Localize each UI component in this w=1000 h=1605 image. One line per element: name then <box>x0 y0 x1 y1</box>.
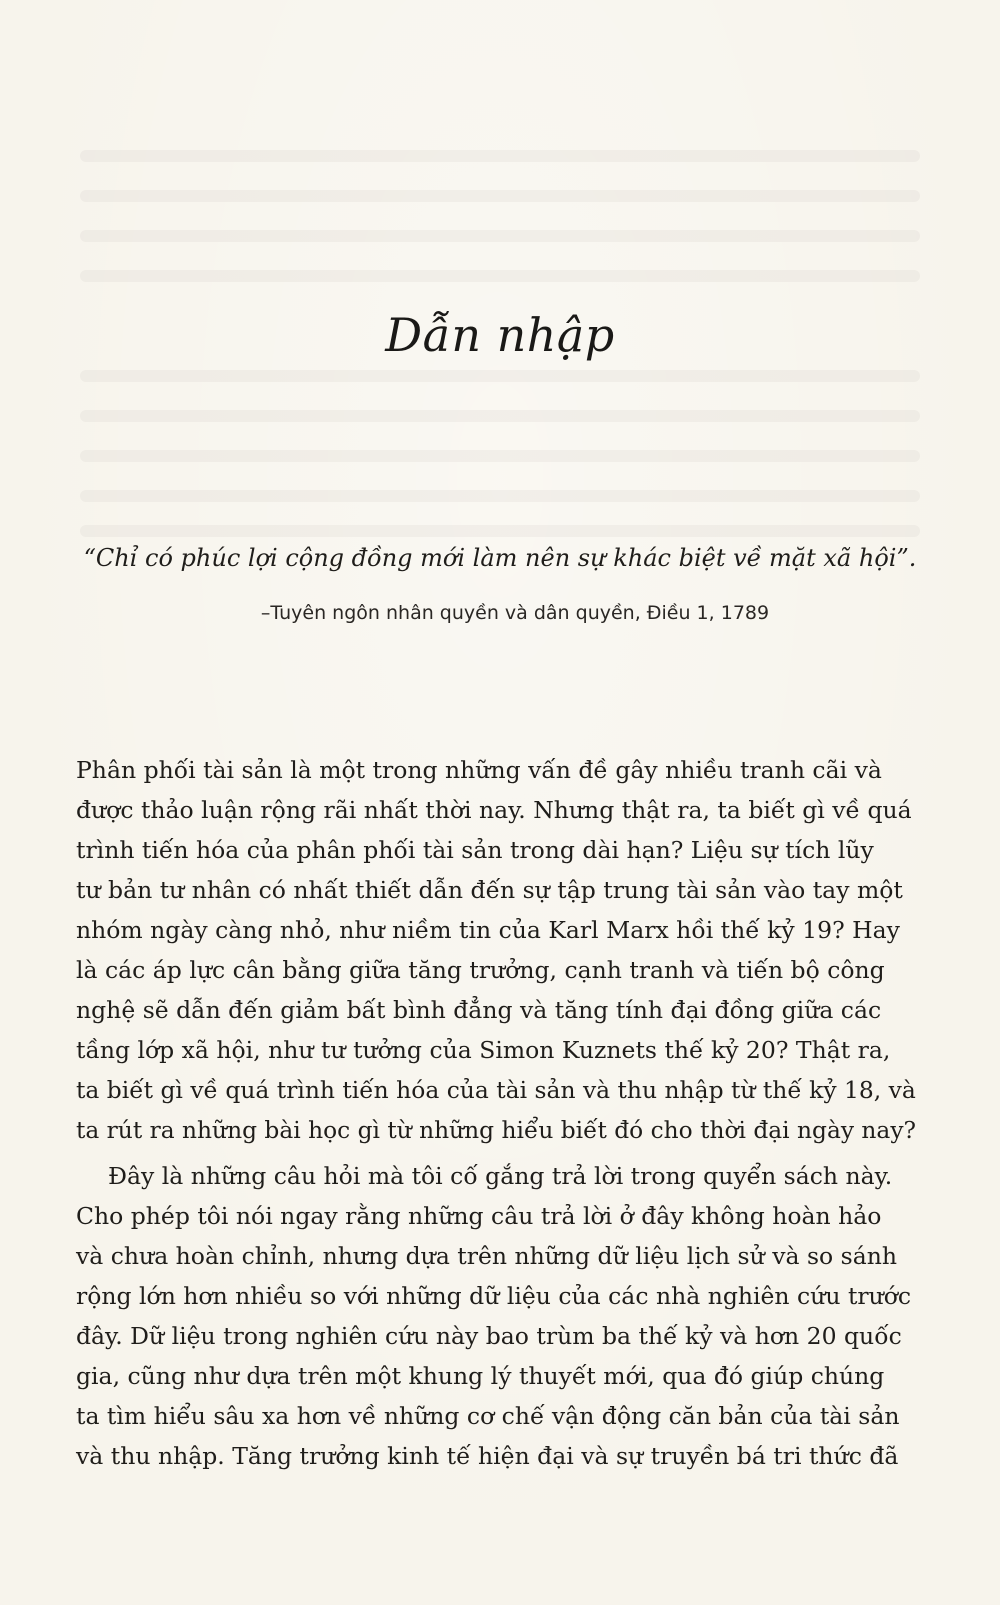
text-line: và thu nhập. Tăng trưởng kinh tế hiện đại và sự truyền bá tri thức đã <box>76 1442 899 1470</box>
text-line: ta tìm hiểu sâu xa hơn về những cơ chế vận động căn bản của tài sản <box>76 1402 900 1430</box>
text-line: ta biết gì về quá trình tiến hóa của tài sản và thu nhập từ thế kỷ 18, và <box>76 1076 916 1104</box>
text-line: đây. Dữ liệu trong nghiên cứu này bao trùm ba thế kỷ và hơn 20 quốc <box>76 1322 902 1350</box>
show-through-line <box>80 525 920 537</box>
epigraph-quote: “Chỉ có phúc lợi cộng đồng mới làm nên sự khác biệt về mặt xã hội”. <box>83 544 917 572</box>
show-through-line <box>80 190 920 202</box>
show-through-line <box>80 490 920 502</box>
show-through-line <box>80 370 920 382</box>
paragraph-1 <box>76 750 916 1150</box>
paragraph-2 <box>76 1156 916 1476</box>
text-line: và chưa hoàn chỉnh, nhưng dựa trên những dữ liệu lịch sử và so sánh <box>76 1242 897 1270</box>
text-line: là các áp lực cân bằng giữa tăng trưởng, cạnh tranh và tiến bộ công <box>76 956 885 984</box>
show-through-line <box>80 270 920 282</box>
text-line: được thảo luận rộng rãi nhất thời nay. Nhưng thật ra, ta biết gì về quá <box>76 796 912 824</box>
text-line: tầng lớp xã hội, như tư tưởng của Simon Kuznets thế kỷ 20? Thật ra, <box>76 1036 891 1064</box>
show-through-line <box>80 150 920 162</box>
show-through-line <box>80 410 920 422</box>
text-line: Phân phối tài sản là một trong những vấn đề gây nhiều tranh cãi và <box>76 756 882 784</box>
text-line: Đây là những câu hỏi mà tôi cố gắng trả lời trong quyển sách này. <box>108 1162 893 1190</box>
text-line: trình tiến hóa của phân phối tài sản trong dài hạn? Liệu sự tích lũy <box>76 836 874 864</box>
epigraph-source: –Tuyên ngôn nhân quyền và dân quyền, Điều 1, 1789 <box>260 602 770 624</box>
text-line: tư bản tư nhân có nhất thiết dẫn đến sự tập trung tài sản vào tay một <box>76 876 903 904</box>
text-line: nhóm ngày càng nhỏ, như niềm tin của Karl Marx hồi thế kỷ 19? Hay <box>76 916 900 944</box>
text-line: rộng lớn hơn nhiều so với những dữ liệu của các nhà nghiên cứu trước <box>76 1282 912 1310</box>
text-line: gia, cũng như dựa trên một khung lý thuyết mới, qua đó giúp chúng <box>76 1362 885 1390</box>
body-text <box>76 750 916 1476</box>
text-line: nghệ sẽ dẫn đến giảm bất bình đẳng và tăng tính đại đồng giữa các <box>76 996 882 1024</box>
show-through-line <box>80 450 920 462</box>
show-through-line <box>80 230 920 242</box>
chapter-title: Dẫn nhập <box>385 308 615 362</box>
text-line: ta rút ra những bài học gì từ những hiểu biết đó cho thời đại ngày nay? <box>76 1116 916 1144</box>
text-line: Cho phép tôi nói ngay rằng những câu trả lời ở đây không hoàn hảo <box>76 1202 882 1230</box>
